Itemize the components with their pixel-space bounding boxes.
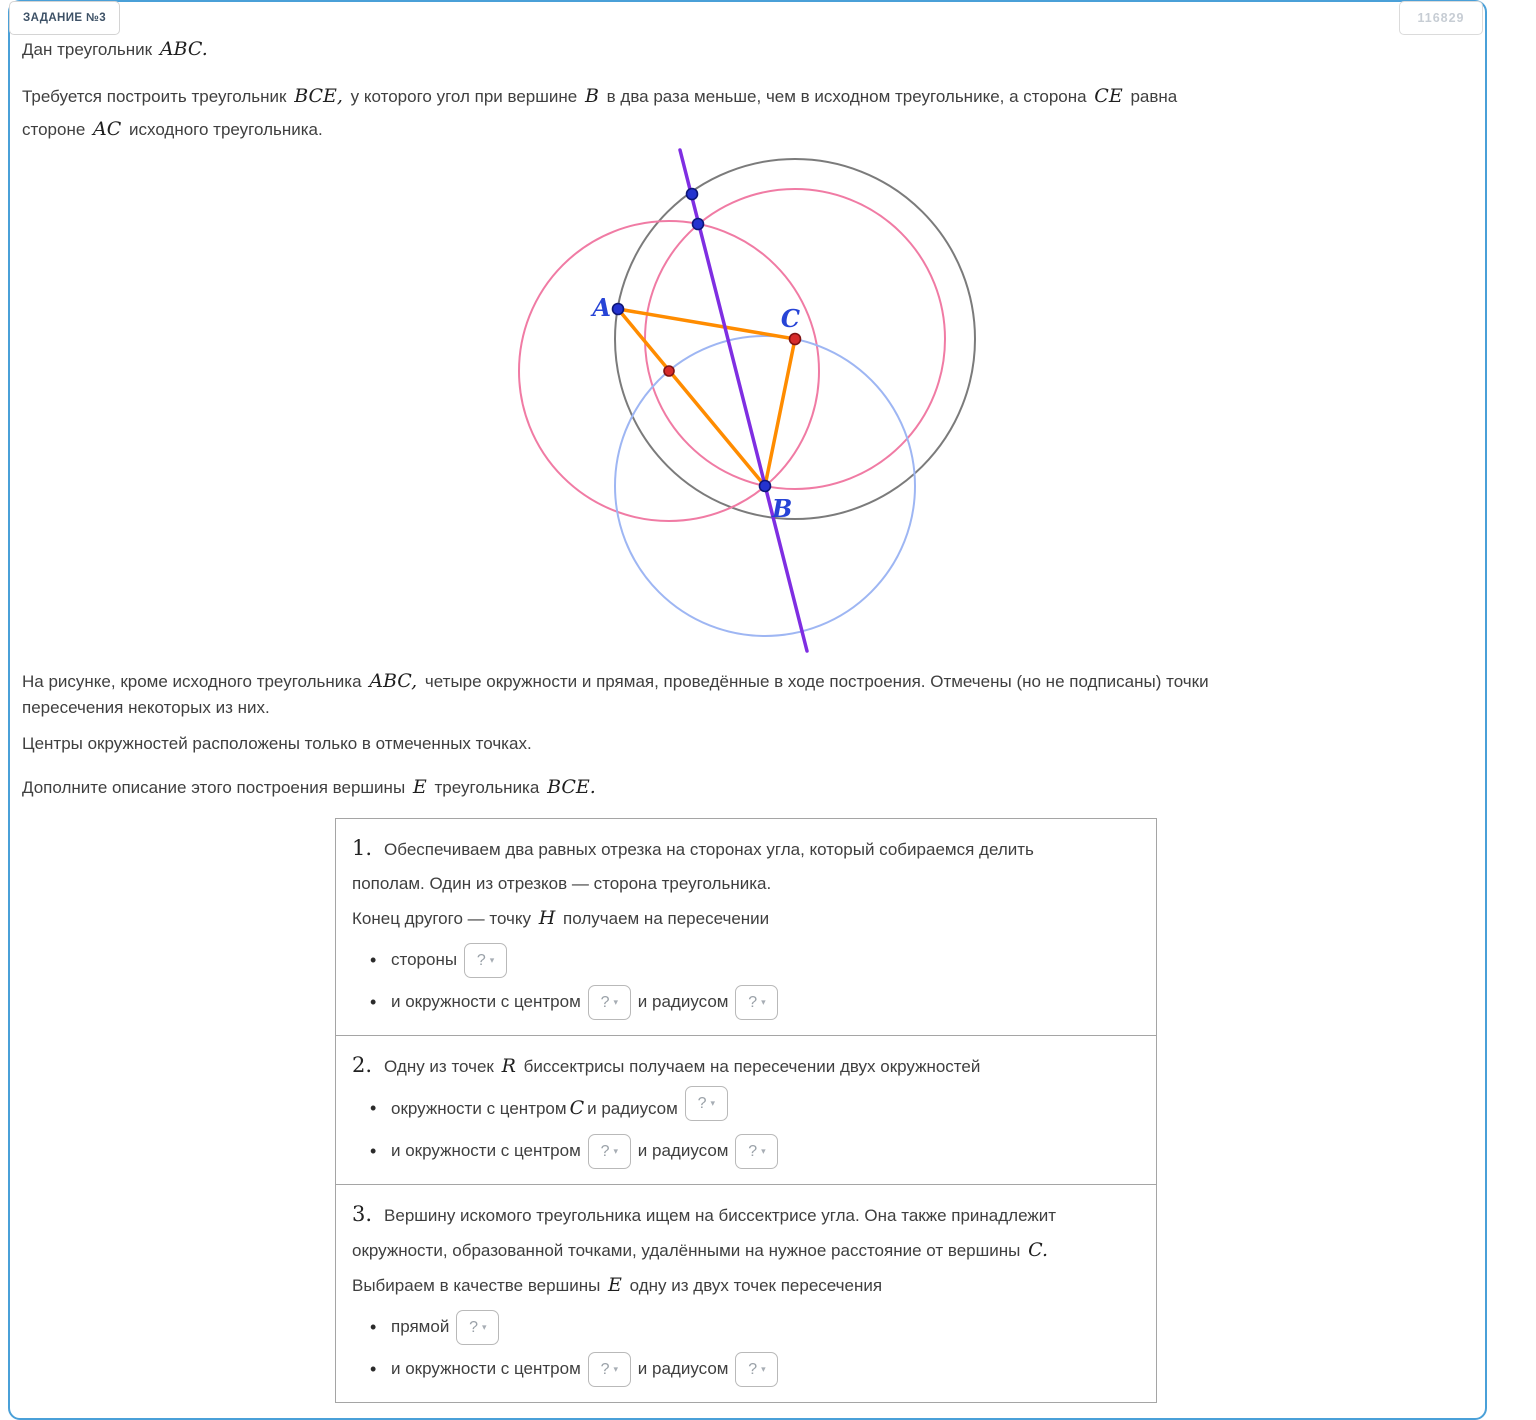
text-fragment: четыре окружности и прямая, проведённые в ходе построения. Отмечены (но не подписаны) точки (420, 672, 1209, 691)
chevron-down-icon: ▾ (761, 1364, 766, 1375)
step-1 (336, 819, 1156, 1035)
math-B: B (584, 85, 599, 107)
math-H: H (538, 907, 556, 929)
text-fragment: Одну из точек (384, 1057, 499, 1077)
chevron-down-icon: ▾ (761, 997, 766, 1008)
middle-paragraph-2 (22, 731, 1470, 757)
construction-steps (335, 818, 1157, 1403)
chevron-down-icon: ▾ (613, 997, 618, 1008)
construction-figure (500, 148, 1000, 658)
text-fragment: треугольника (429, 778, 545, 797)
point-C (790, 334, 801, 345)
text-fragment: получаем на пересечении (558, 909, 770, 928)
text-fragment: биссектрисы получаем на пересечении двух окружностей (518, 1057, 981, 1077)
figure-area (22, 148, 1470, 660)
dropdown-placeholder: ? (748, 1360, 758, 1378)
middle-paragraph-3 (22, 774, 1470, 801)
math-BCE: BCE. (547, 776, 596, 798)
chevron-down-icon: ▾ (613, 1364, 618, 1375)
text-fragment: Дан треугольник (22, 40, 157, 59)
point-B (760, 481, 771, 492)
math-CE: CE (1094, 85, 1123, 107)
math-E: E (608, 1274, 622, 1297)
step-text-line (352, 831, 1140, 867)
math-C: C. (1028, 1239, 1048, 1262)
chevron-down-icon: ▾ (489, 955, 495, 966)
math-ABC: ABC. (159, 38, 208, 60)
answer-dropdown[interactable] (588, 1352, 631, 1387)
step-text-line (352, 1268, 1140, 1303)
text-fragment: пополам. Один из отрезков — сторона треугольника. (352, 874, 772, 893)
text-fragment: и радиусом (637, 1141, 729, 1161)
answer-dropdown[interactable] (735, 1134, 778, 1169)
step-text-line (352, 1233, 1140, 1268)
text-fragment: Выбираем в качестве вершины (352, 1276, 606, 1296)
math-BCE: BCE, (294, 85, 343, 107)
answer-dropdown[interactable] (464, 943, 507, 978)
text-fragment: Требуется построить треугольник (22, 87, 292, 106)
text-fragment: окружности с центром (391, 1099, 567, 1119)
text-fragment: и окружности с центром (391, 992, 581, 1012)
text-fragment: стороны (391, 950, 458, 969)
dropdown-placeholder: ? (748, 993, 758, 1011)
dropdown-placeholder: ? (748, 1142, 758, 1160)
chevron-down-icon: ▾ (613, 1146, 618, 1157)
text-fragment: у которого угол при вершине (345, 87, 582, 106)
answer-dropdown[interactable] (588, 985, 631, 1020)
text-fragment: Дополните описание этого построения вершины (22, 778, 410, 797)
text-fragment: Обеспечиваем два равных отрезка на сторонах угла, который собираемся делить (384, 840, 1034, 859)
text-fragment: и окружности с центром (391, 1359, 581, 1379)
step-number: 1. (352, 836, 373, 860)
math-ABC: ABC, (369, 670, 418, 692)
text-line (22, 113, 1470, 146)
bullet-item (370, 1309, 1140, 1345)
text-fragment: Вершину искомого треугольника ищем на биссектрисе угла. Она также принадлежит (384, 1206, 1057, 1226)
math-R: R (501, 1055, 516, 1078)
text-line (22, 668, 1470, 695)
step-bullet-list (352, 1090, 1140, 1169)
dropdown-placeholder: ? (697, 1094, 707, 1112)
step-bullet-list (352, 1309, 1140, 1387)
dropdown-placeholder: ? (469, 1318, 479, 1336)
math-C: C (569, 1097, 585, 1120)
step-3 (336, 1184, 1156, 1402)
answer-dropdown[interactable] (685, 1086, 728, 1121)
answer-dropdown[interactable] (735, 1352, 778, 1387)
intro-paragraph-1 (22, 36, 1470, 63)
text-fragment: одну из двух точек пересечения (624, 1276, 883, 1296)
task-label: ЗАДАНИЕ №3 (9, 1, 120, 35)
step-number: 3. (352, 1202, 373, 1227)
chevron-down-icon: ▾ (482, 1322, 487, 1333)
bullet-item (370, 984, 1140, 1020)
text-line (22, 695, 1470, 721)
text-fragment: и радиусом (637, 1359, 729, 1379)
text-fragment: На рисунке, кроме исходного треугольника (22, 672, 367, 691)
text-line (22, 80, 1470, 113)
point-R (693, 219, 704, 230)
dropdown-placeholder: ? (600, 993, 610, 1011)
answer-dropdown[interactable] (735, 985, 778, 1020)
point-E (687, 189, 698, 200)
text-fragment: пересечения некоторых из них. (22, 698, 270, 717)
task-id-badge: 116829 (1399, 1, 1483, 35)
chevron-down-icon: ▾ (710, 1098, 716, 1109)
text-fragment: стороне (22, 120, 91, 139)
point-A (613, 304, 624, 315)
answer-dropdown[interactable] (456, 1310, 499, 1345)
label-C: C (780, 304, 800, 333)
dropdown-placeholder: ? (476, 951, 486, 969)
text-fragment: прямой (391, 1317, 450, 1337)
text-fragment: в два раза меньше, чем в исходном треугольнике, а сторона (601, 87, 1092, 106)
middle-paragraph-1 (22, 668, 1470, 721)
math-E: E (412, 776, 427, 798)
text-fragment: Конец другого — точку (352, 909, 536, 928)
step-text-line (352, 867, 1140, 901)
step-text-line (352, 1197, 1140, 1233)
bullet-item (370, 1090, 1140, 1127)
step-text-line (352, 1048, 1140, 1084)
task-content (10, 2, 1482, 1403)
bullet-item (370, 1351, 1140, 1387)
math-AC: AC (93, 118, 122, 140)
step-text-line (352, 901, 1140, 936)
label-B: B (772, 494, 793, 523)
text-fragment: окружности, образованной точками, удалёнными на нужное расстояние от вершины (352, 1241, 1026, 1261)
bullet-item (370, 942, 1140, 978)
text-fragment: исходного треугольника. (124, 120, 323, 139)
intro-paragraph-2 (22, 80, 1470, 146)
bullet-item (370, 1133, 1140, 1169)
text-fragment: и окружности с центром (391, 1141, 581, 1161)
step-2 (336, 1035, 1156, 1184)
chevron-down-icon: ▾ (761, 1146, 766, 1157)
answer-dropdown[interactable] (588, 1134, 631, 1169)
text-fragment: Центры окружностей расположены только в отмеченных точках. (22, 734, 532, 753)
text-fragment: равна (1125, 87, 1178, 106)
step-number: 2. (352, 1053, 373, 1078)
text-fragment: и радиусом (587, 1099, 678, 1119)
dropdown-placeholder: ? (600, 1142, 610, 1160)
step-bullet-list (352, 942, 1140, 1020)
text-fragment: и радиусом (637, 992, 729, 1012)
point-H (664, 366, 674, 376)
dropdown-placeholder: ? (600, 1360, 610, 1378)
label-A: A (592, 293, 611, 322)
